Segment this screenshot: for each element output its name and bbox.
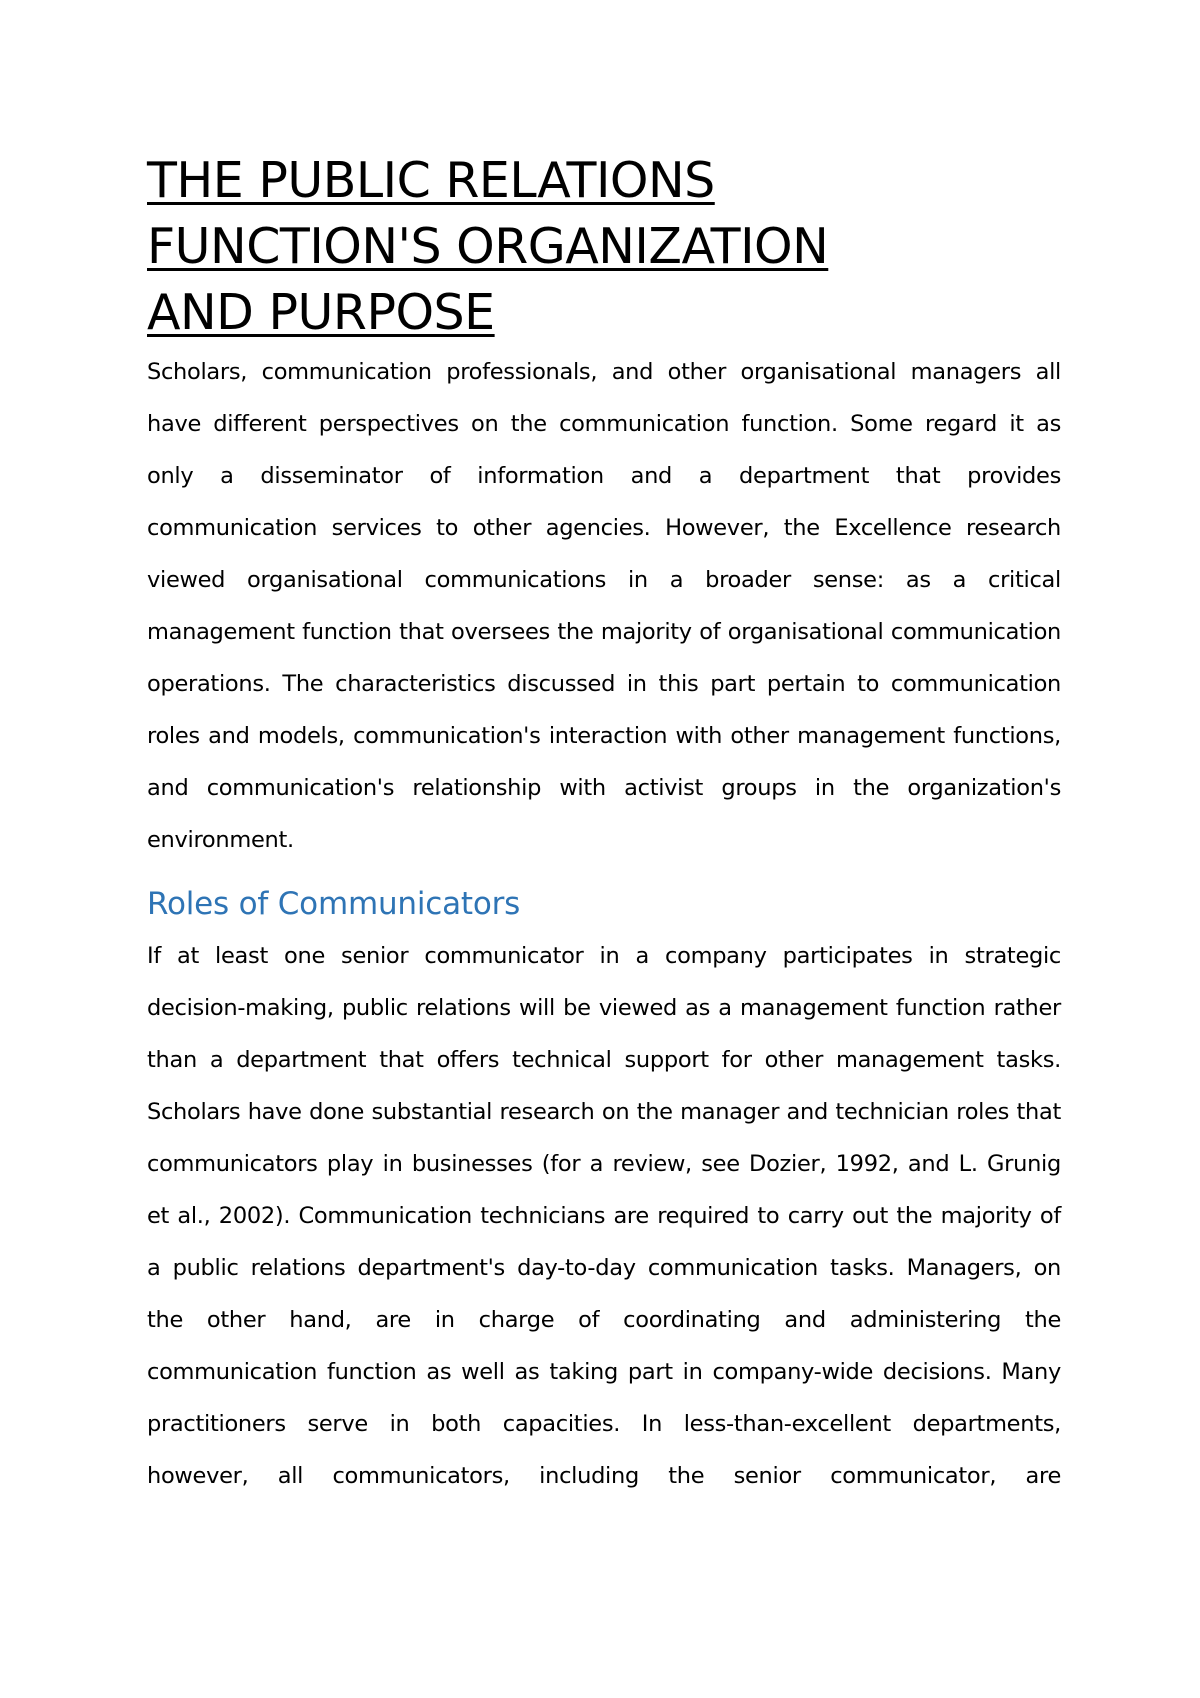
title-line-2: FUNCTION'S ORGANIZATION bbox=[147, 218, 829, 275]
section-paragraph: If at least one senior communicator in a company participates in strategic decision-making, public relations will be viewed as a management function rather than a department that offers technical support for other management tasks. Scholars have done substantial research on the manager and technician roles that communicators play in businesses (for a review, see Dozier, 1992, and L. Grunig et al., 2002). Communication technicians are required to carry out the majority of a public relations department's day-to-day communication tasks. Managers, on the other hand, are in charge of coordinating and administering the communication function as well as taking part in company-wide decisions. Many practitioners serve in both capacities. In less-than-excellent departments, however, all communicators, including the senior communicator, are bbox=[147, 943, 1061, 1489]
intro-paragraph: Scholars, communication professionals, and other organisational managers all have different perspectives on the communication function. Some regard it as only a disseminator of information and a department that provides communication services to other agencies. However, the Excellence research viewed organisational communications in a broader sense: as a critical management function that oversees the majority of organisational communication operations. The characteristics discussed in this part pertain to communication roles and models, communication's interaction with other management functions, and communication's relationship with activist groups in the organization's environment. bbox=[147, 359, 1061, 853]
section-heading: Roles of Communicators bbox=[147, 886, 521, 922]
document-title bbox=[147, 148, 1061, 346]
title-line-1: THE PUBLIC RELATIONS bbox=[147, 152, 715, 209]
title-line-3: AND PURPOSE bbox=[147, 284, 495, 341]
document-body bbox=[147, 148, 1061, 1502]
